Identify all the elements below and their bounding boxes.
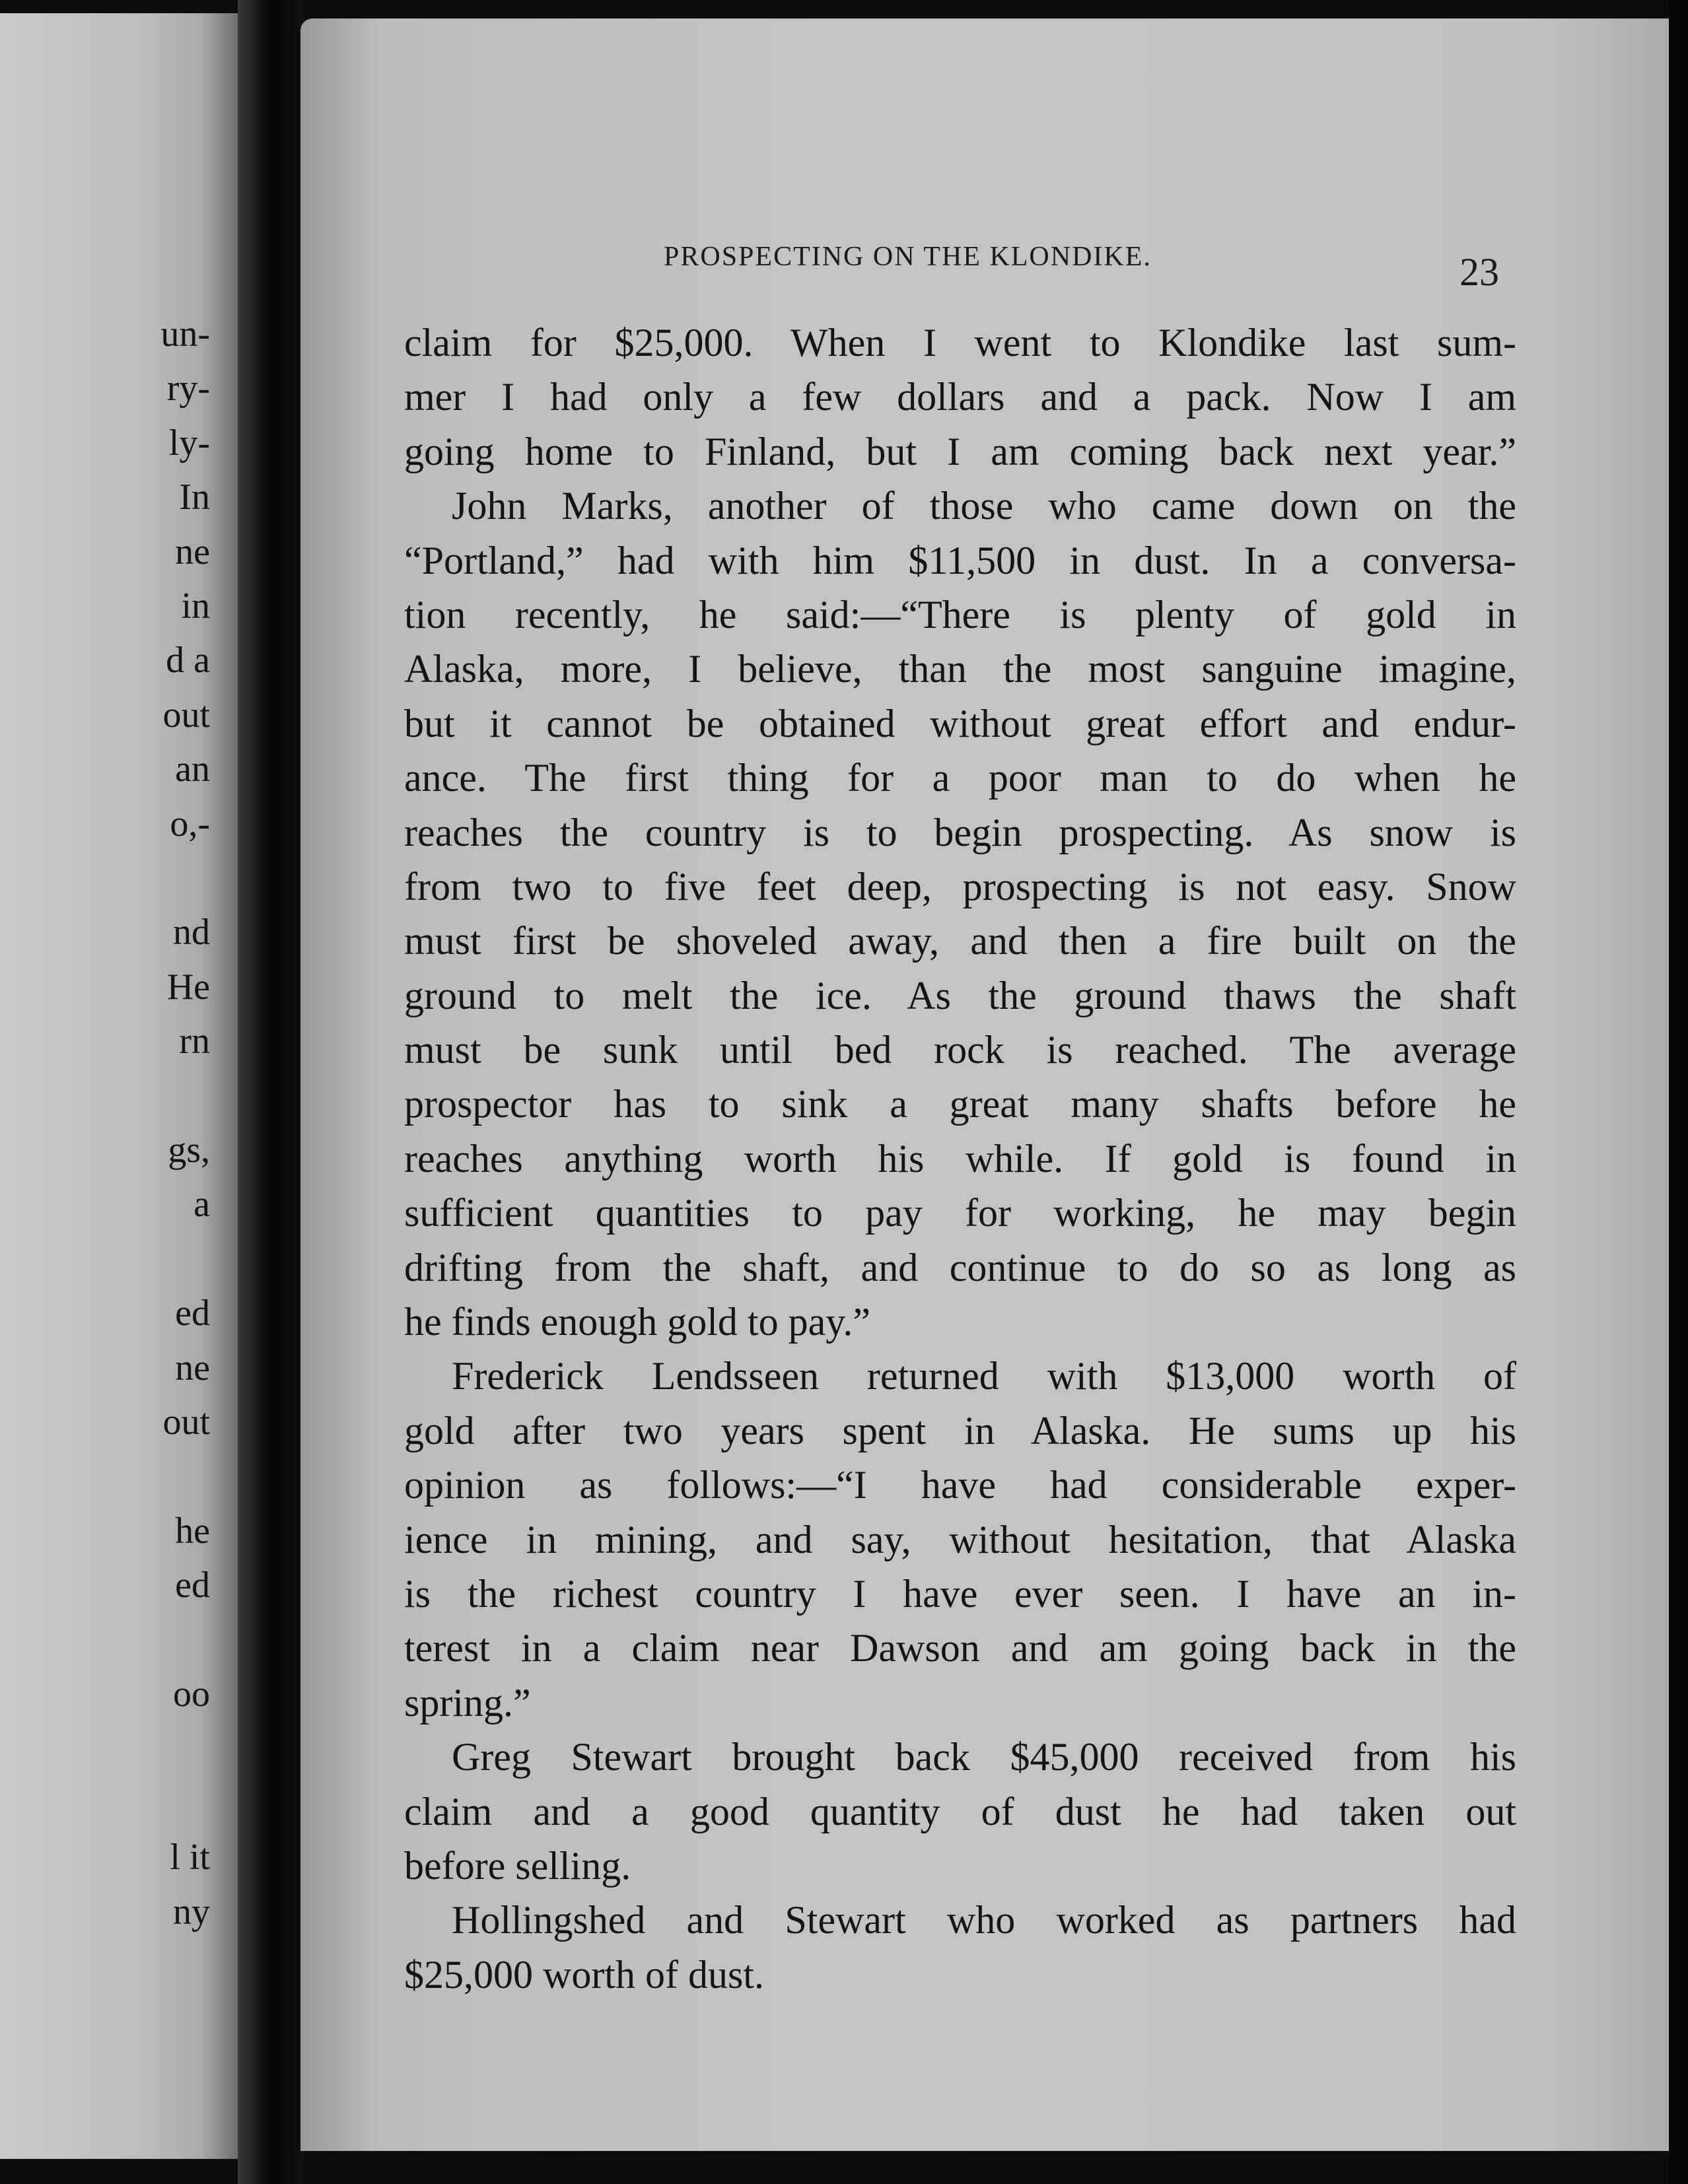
facing-page-fragment: out [162,1402,210,1443]
facing-page-fragment: ne [175,1347,210,1388]
page-number: 23 [1459,250,1499,294]
text-line: must first be shoveled away, and then a fire built on the [404,919,1516,963]
text-line: prospector has to sink a great many shafts before he [404,1082,1516,1126]
facing-page-fragment: ry- [166,368,210,409]
text-line: must be sunk until bed rock is reached. The average [404,1028,1516,1072]
text-line: opinion as follows:—“I have had considerable exper- [404,1463,1516,1507]
text-line: before selling. [404,1843,631,1888]
body-text [404,316,1516,2002]
text-line: ground to melt the ice. As the ground thaws the shaft [404,973,1516,1017]
facing-page-fragment: d a [166,640,210,681]
text-line: he finds enough gold to pay.” [404,1300,870,1344]
text-line: ience in mining, and say, without hesitation, that Alaska [404,1517,1516,1561]
facing-page-fragment: In [179,477,210,518]
page-border [1669,0,1688,2184]
text-line: Hollingshed and Stewart who worked as partners had [452,1898,1516,1942]
text-line: “Portland,” had with him $11,500 in dust. In a conversa- [404,538,1516,582]
text-line: Alaska, more, I believe, than the most sanguine imagine, [404,647,1516,691]
facing-page-fragment: a [193,1184,210,1225]
text-line: Frederick Lendsseen returned with $13,000 worth of [452,1354,1516,1398]
facing-page-fragment: He [166,966,210,1007]
text-line: mer I had only a few dollars and a pack. Now I am [404,375,1516,419]
text-line: sufficient quantities to pay for working, he may begin [404,1191,1516,1235]
text-line: reaches anything worth his while. If gold is found in [404,1136,1516,1180]
facing-page-fragment: an [175,749,210,790]
facing-page-fragment: ny [173,1891,210,1932]
facing-page-fragment: un- [160,314,210,355]
text-line: terest in a claim near Dawson and am going back in the [404,1626,1516,1670]
text-line: going home to Finland, but I am coming back next year.” [404,429,1516,473]
facing-page-fragment: ly- [168,422,210,463]
facing-page-edge [0,13,238,2159]
text-line: John Marks, another of those who came down on the [452,484,1516,528]
text-line: is the richest country I have ever seen. I have an in- [404,1571,1516,1616]
running-head: PROSPECTING ON THE KLONDIKE. [664,242,1152,272]
text-line: reaches the country is to begin prospecting. As snow is [404,810,1516,854]
facing-page-fragment: nd [173,912,210,953]
facing-page-fragment: gs, [168,1130,210,1171]
text-line: from two to five feet deep, prospecting is not easy. Snow [404,864,1516,908]
facing-page-fragment: ed [175,1293,210,1334]
text-line: but it cannot be obtained without great effort and endur- [404,701,1516,745]
facing-page-fragment: rn [179,1021,210,1062]
facing-page-fragment: l it [170,1837,210,1878]
text-line: tion recently, he said:—“There is plenty of gold in [404,592,1516,636]
text-line: spring.” [404,1680,531,1724]
text-line: Greg Stewart brought back $45,000 received from his [452,1735,1516,1779]
facing-page-fragment: o,- [170,803,210,844]
text-line: drifting from the shaft, and continue to do so as long as [404,1245,1516,1289]
facing-page-fragment: in [181,586,210,627]
text-line: $25,000 worth of dust. [404,1952,764,1996]
text-line: claim for $25,000. When I went to Klondike last sum- [404,321,1516,364]
text-line: claim and a good quantity of dust he had taken out [404,1789,1516,1833]
book-gutter [238,0,304,2184]
facing-page-fragment: oo [173,1674,210,1715]
text-line: gold after two years spent in Alaska. He sums up his [404,1408,1516,1452]
facing-page-fragment: he [175,1510,210,1552]
facing-page-fragment: ed [175,1565,210,1606]
facing-page-fragment: out [162,694,210,735]
facing-page-fragment: ne [175,531,210,572]
text-line: ance. The first thing for a poor man to do when he [404,756,1516,800]
